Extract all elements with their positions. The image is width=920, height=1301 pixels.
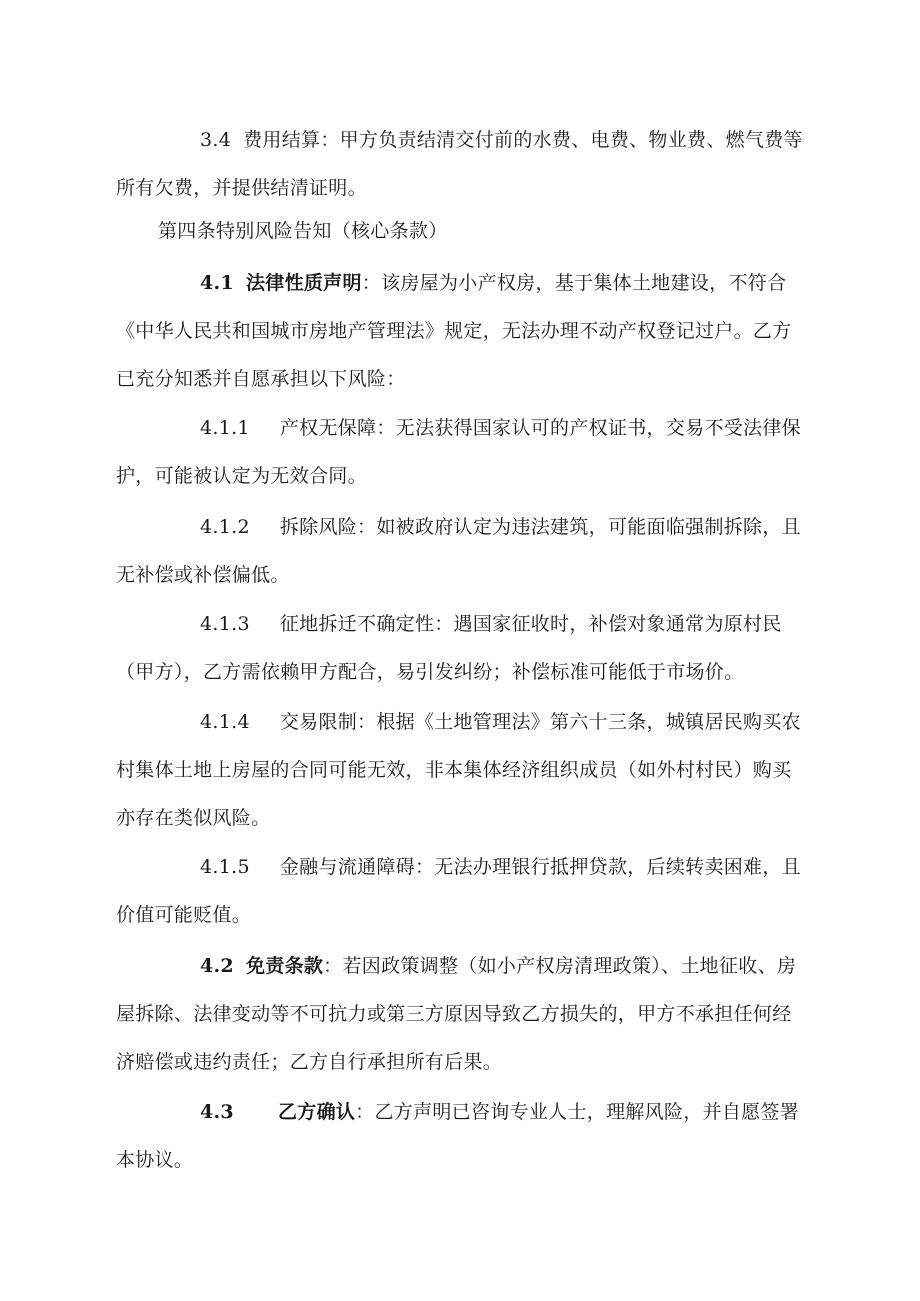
clause-title: 免责条款	[245, 955, 324, 977]
clause-text: 产权无保障：无法获得国家认可的产权证书，交易不受法律保护，可能被认定为无效合同。	[116, 417, 801, 487]
clause-4-3	[116, 1088, 806, 1184]
clause-title: 法律性质声明	[245, 272, 362, 294]
clause-text: ：乙方声明已咨询专业人士，理解风险，并自愿签署本协议。	[116, 1101, 800, 1171]
clause-text: 拆除风险：如被政府认定为违法建筑，可能面临强制拆除，且无补偿或补偿偏低。	[116, 516, 801, 586]
clause-4-1-5	[116, 843, 806, 939]
clause-4-2	[116, 942, 806, 1086]
clause-number: 4.3	[200, 1101, 234, 1123]
clause-text: ：若因政策调整（如小产权房清理政策）、土地征收、房屋拆除、法律变动等不可抗力或第三方原因导致乙方损失的，甲方不承担任何经济赔偿或违约责任；乙方自行承担所有后果。	[116, 955, 797, 1073]
clause-4-1-3	[116, 600, 806, 696]
clause-title: 乙方确认	[277, 1101, 356, 1123]
article-4-heading: 第四条特别风险告知（核心条款）	[158, 220, 448, 242]
clause-4-1	[116, 259, 806, 403]
clause-4-1-1	[116, 404, 806, 500]
clause-number: 4.1.1	[200, 417, 250, 439]
clause-number: 4.2	[200, 955, 234, 977]
clause-number: 4.1	[200, 272, 234, 294]
clause-text: 征地拆迁不确定性：遇国家征收时，补偿对象通常为原村民（甲方），乙方需依赖甲方配合，易引发纠纷；补偿标准可能低于市场价。	[116, 613, 782, 683]
clause-number: 4.1.2	[200, 516, 250, 538]
clause-text: 金融与流通障碍：无法办理银行抵押贷款，后续转卖困难，且价值可能贬值。	[116, 856, 801, 926]
clause-4-1-4	[116, 698, 806, 842]
clause-text: 交易限制：根据《土地管理法》第六十三条，城镇居民购买农村集体土地上房屋的合同可能无效，非本集体经济组织成员（如外村村民）购买亦存在类似风险。	[116, 711, 801, 829]
clause-number: 3.4	[200, 129, 232, 151]
clause-3-4	[116, 116, 806, 212]
clause-number: 4.1.3	[200, 613, 250, 635]
clause-4-1-2	[116, 503, 806, 599]
clause-number: 4.1.5	[200, 856, 250, 878]
clause-number: 4.1.4	[200, 711, 250, 733]
clause-text: 费用结算：甲方负责结清交付前的水费、电费、物业费、燃气费等所有欠费，并提供结清证明。	[116, 129, 803, 199]
clause-text: ：该房屋为小产权房，基于集体土地建设，不符合《中华人民共和国城市房地产管理法》规定，无法办理不动产权登记过户。乙方已充分知悉并自愿承担以下风险：	[116, 272, 792, 390]
